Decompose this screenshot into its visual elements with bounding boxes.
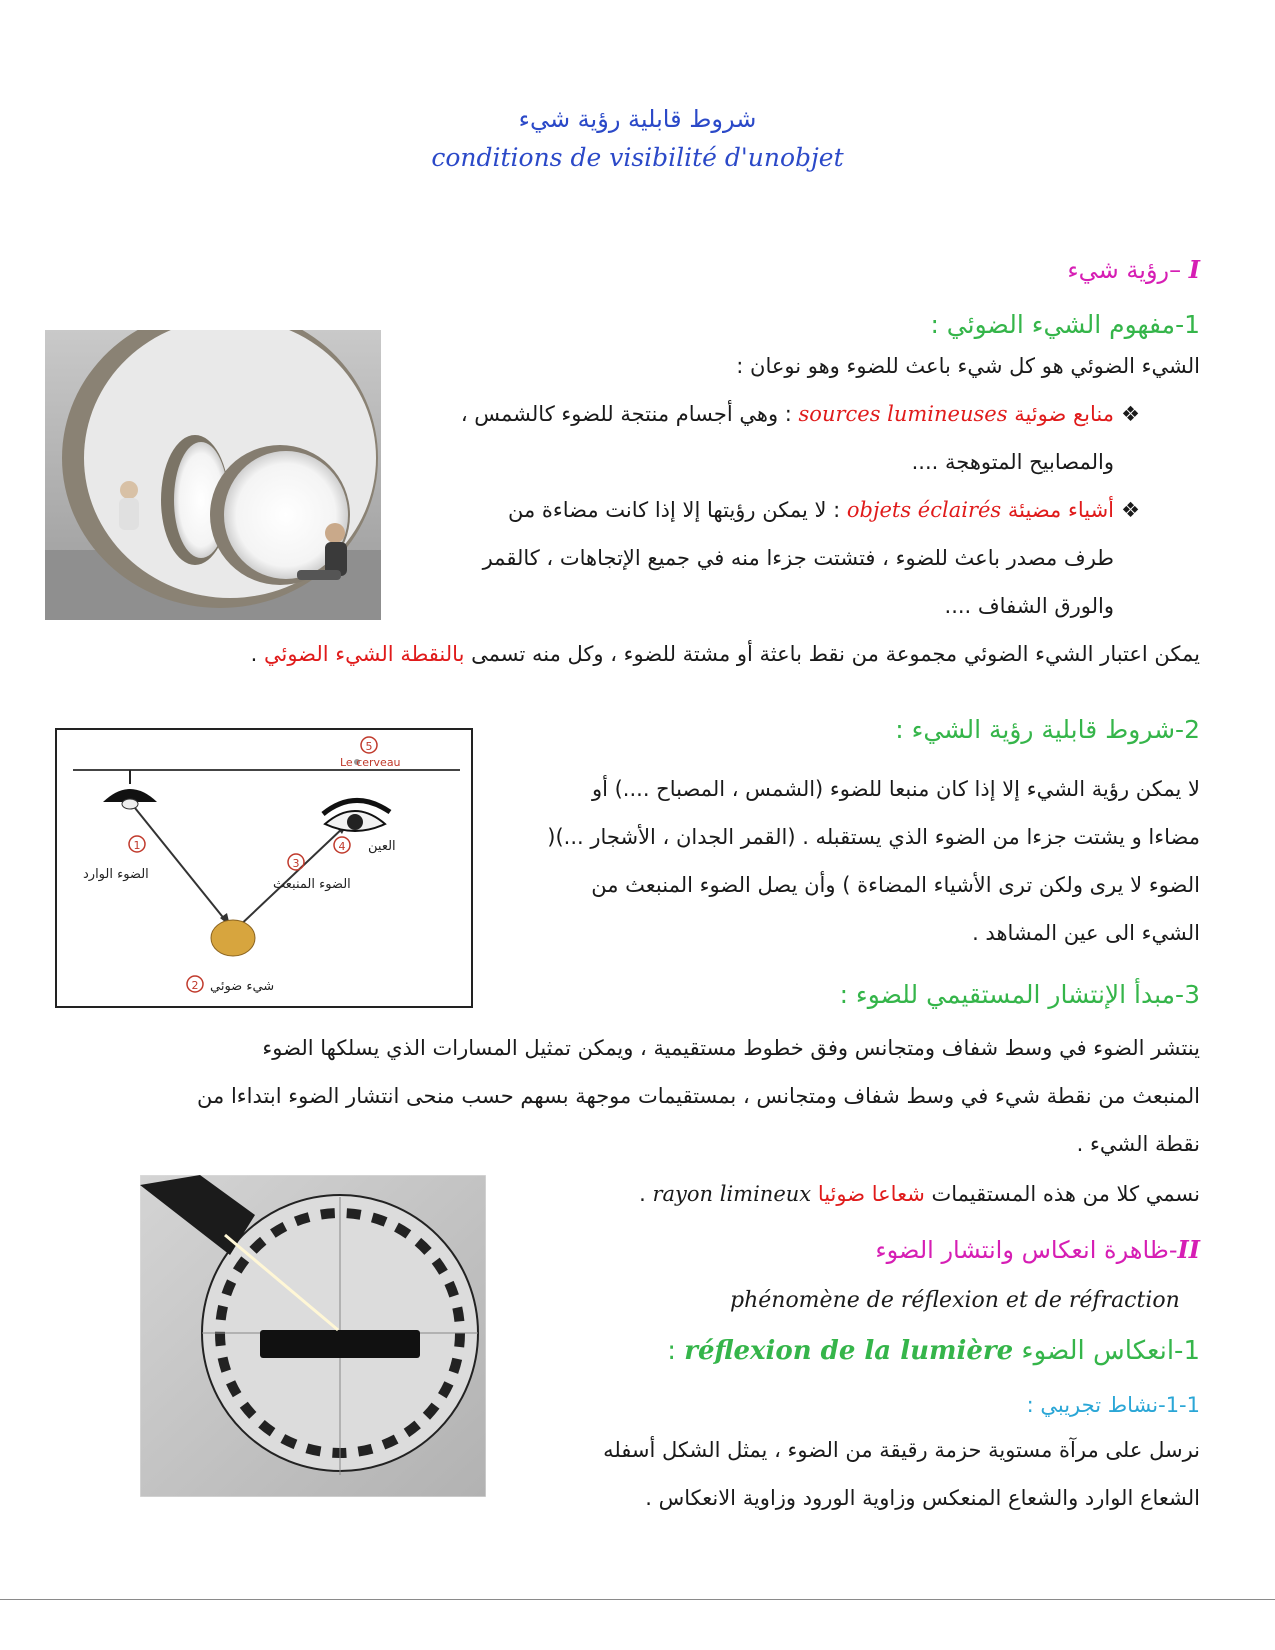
section-2-title: -ظاهرة انعكاس وانتشار الضوء — [875, 1236, 1178, 1264]
brain-label: Le cerveau — [340, 756, 401, 769]
point-definition-term: بالنقطة الشيء الضوئي — [263, 642, 465, 666]
subsection-2-heading: 2-شروط قابلية رؤية الشيء : — [895, 715, 1200, 744]
bullet-objects-ar: أشياء مضيئة — [1007, 498, 1114, 522]
subsection-2-1-heading-fr: réflexion de la lumière — [684, 1336, 1014, 1366]
subsection-2-line-3: الضوء لا يرى ولكن ترى الأشياء المضاءة ) وأن يصل الضوء المنبعث من — [591, 873, 1200, 897]
footer-divider — [0, 1599, 1275, 1600]
mirror-icon — [260, 1330, 420, 1358]
page-title-french: conditions de visibilité d'unobjet — [431, 143, 844, 172]
bullet-sources-rest: : وهي أجسام منتجة للضوء كالشمس ، — [460, 402, 799, 426]
section-2-heading — [500, 1235, 1200, 1264]
label-number-1: 1 — [133, 839, 141, 852]
eye-label: العين — [368, 839, 396, 854]
bullet-sources-line2: والمصابيح المتوهجة .... — [911, 450, 1114, 474]
bullet-objects-line3: والورق الشفاف .... — [944, 594, 1114, 618]
label-number-2: 2 — [191, 979, 199, 992]
subsection-2-1-heading: 1-انعكاس الضوء réflexion de la lumière : — [667, 1336, 1200, 1366]
diamond-bullet-icon: ❖ — [1121, 402, 1140, 426]
subsection-3-line-3: نقطة الشيء . — [1076, 1132, 1200, 1156]
bullet-sources-ar: منابع ضوئية — [1014, 402, 1114, 426]
bullet-objects-fr: objets éclairés — [846, 498, 1002, 522]
subsection-3-line-2: المنبعث من نقطة شيء في وسط شفاف ومتجانس ، بمستقيمات موجهة بسهم حسب منحى انتشار الضوء ابتداءا من — [197, 1084, 1200, 1108]
bullet-objects — [380, 486, 1140, 534]
subsection-2-1-heading-ar: 1-انعكاس الضوء — [1021, 1336, 1200, 1366]
object-label: شيء ضوئي — [210, 979, 275, 994]
label-number-5: 5 — [365, 740, 373, 753]
section-1-heading — [400, 255, 1200, 284]
section-1-title: –رؤية شيء — [1067, 256, 1189, 284]
emitted-light-label: الضوء المنبعث — [273, 877, 351, 892]
orange-object-icon — [211, 920, 255, 956]
subsection-3-heading: 3-مبدأ الإنتشار المستقيمي للضوء : — [839, 980, 1200, 1009]
section-2-french: phénomène de réflexion et de réfraction — [730, 1288, 1180, 1313]
bullet-sources-fr: sources lumineuses — [798, 402, 1008, 426]
section-2-number: II — [1177, 1235, 1200, 1264]
subsection-2-1-1-line-2: الشعاع الوارد والشعاع المنعكس وزاوية الورود وزاوية الانعكاس . — [645, 1486, 1200, 1510]
ray-definition-term: شعاعا ضوئيا — [817, 1182, 925, 1206]
bullet-sources — [380, 390, 1140, 438]
ray-definition-fr: rayon limineux — [652, 1182, 812, 1206]
point-definition-text: يمكن اعتبار الشيء الضوئي مجموعة من نقط باعثة أو مشتة للضوء ، وكل منه تسمى — [464, 642, 1200, 666]
subsection-2-line-2: مضاءا و يشتت جزءا من الضوء الذي يستقبله . (القمر الجدان ، الأشجار ...)( — [547, 825, 1200, 849]
label-number-3: 3 — [292, 857, 300, 870]
label-number-4: 4 — [338, 840, 346, 853]
reflection-experiment-photo — [140, 1175, 486, 1497]
ray-definition: نسمي كلا من هذه المستقيمات شعاعا ضوئيا rayon limineux . — [639, 1182, 1200, 1206]
section-1-number: I — [1188, 255, 1200, 284]
incident-light-label: الضوء الوارد — [83, 867, 149, 882]
page-title-arabic: شروط قابلية رؤية شيء — [518, 105, 757, 133]
ray-definition-text: نسمي كلا من هذه المستقيمات — [924, 1182, 1200, 1206]
subsection-2-line-4: الشيء الى عين المشاهد . — [972, 921, 1200, 945]
vision-diagram — [55, 728, 473, 1008]
subsection-2-1-1-heading: 1-1-نشاط تجريبي : — [1026, 1393, 1200, 1417]
subsection-1-intro: الشيء الضوئي هو كل شيء باعث للضوء وهو نوعان : — [736, 354, 1200, 378]
diamond-bullet-icon: ❖ — [1121, 498, 1140, 522]
bullet-objects-rest: : لا يمكن رؤيتها إلا إذا كانت مضاءة من — [507, 498, 847, 522]
subsection-3-line-1: ينتشر الضوء في وسط شفاف ومتجانس وفق خطوط مستقيمية ، ويمكن تمثيل المسارات الذي يسلكها الضوء — [262, 1036, 1200, 1060]
subsection-2-1-1-line-1: نرسل على مرآة مستوية حزمة رقيقة من الضوء ، يمثل الشكل أسفله — [603, 1438, 1200, 1462]
bullet-objects-line2: طرف مصدر باعث للضوء ، فتشتت جزءا منه في جميع الإتجاهات ، كالقمر — [482, 546, 1114, 570]
point-definition: يمكن اعتبار الشيء الضوئي مجموعة من نقط باعثة أو مشتة للضوء ، وكل منه تسمى بالنقطة الشيء الضوئي . — [250, 642, 1200, 666]
subsection-2-line-1: لا يمكن رؤية الشيء إلا إذا كان منبعا للضوء (الشمس ، المصباح ....) أو — [591, 777, 1200, 801]
subsection-1-heading: 1-مفهوم الشيء الضوئي : — [930, 310, 1200, 339]
